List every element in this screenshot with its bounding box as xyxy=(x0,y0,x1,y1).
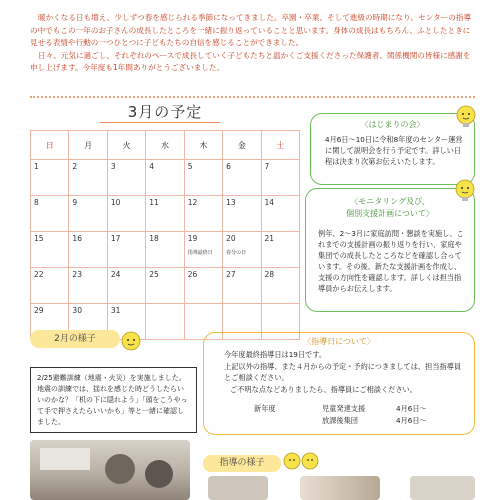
new-year-label: 新年度 xyxy=(254,404,276,413)
dotted-divider xyxy=(30,96,475,98)
last-guidance-day-note: 指導最終日 xyxy=(187,250,213,256)
day-cell: 7 xyxy=(261,160,299,196)
day-cell-19 xyxy=(184,232,222,268)
guidance-days-box xyxy=(203,332,475,435)
feb-heading-ribbon xyxy=(30,330,120,348)
day-cell: 13 xyxy=(223,196,261,232)
day-cell-20 xyxy=(223,232,261,268)
mascot-icon xyxy=(120,330,142,354)
week-row xyxy=(31,232,300,268)
start-meeting-title: 〈はじまりの会〉 xyxy=(360,120,425,129)
day-cell: 15 xyxy=(31,232,69,268)
intro-paragraph-2: 日々、元気に過ごし、それぞれのペースで成長していく子どもたちと温かくご支援くださった保護者、関係機関の皆様に感謝を申し上げます。今年度も1年間ありがとうございました。 xyxy=(30,50,471,73)
weekday-fri: 金 xyxy=(223,131,261,160)
weekday-row xyxy=(31,131,300,160)
day-cell: 6 xyxy=(223,160,261,196)
day-cell: 27 xyxy=(223,268,261,304)
monitoring-title-line1: 〈モニタリング及び、 xyxy=(350,197,430,206)
activity-photo-1 xyxy=(208,476,268,500)
day-cell: 16 xyxy=(69,232,107,268)
day-number: 19 xyxy=(187,234,198,243)
guidance-heading: 指導の様子 xyxy=(219,458,265,468)
day-cell: 28 xyxy=(261,268,299,304)
week-row xyxy=(31,268,300,304)
schedule-date-1: 4月6日～ xyxy=(396,404,427,413)
week-row xyxy=(31,196,300,232)
guidance-line-2: 上記以外の指導、また４月からの予定・予約につきましては、担当指導員とご相談ください。 xyxy=(224,362,462,382)
activity-photo-3 xyxy=(410,476,475,500)
start-meeting-box xyxy=(310,113,475,185)
day-cell: 4 xyxy=(146,160,184,196)
feb-heading: 2月の様子 xyxy=(54,334,96,344)
holiday-note: 春分の日 xyxy=(226,250,247,256)
guidance-line-1: 今年度最終指導日は19日です。 xyxy=(224,350,327,359)
weekday-sun: 日 xyxy=(31,131,69,160)
monitoring-body: 例年、2～3月に家庭訪問・懇談を実施し、これまでの支援計画の振り返りを行い、家庭や集団での成長したところなどを確認し合っています。その後、新たな支援計画を作成し、支援の方向性を確認します。詳しくは担当指導員からお伝えします。 xyxy=(318,229,464,293)
day-cell: 9 xyxy=(69,196,107,232)
day-cell: 5 xyxy=(184,160,222,196)
schedule-label-1: 児童発達支援 xyxy=(322,404,366,413)
intro-text xyxy=(30,12,475,75)
weekday-tue: 火 xyxy=(107,131,145,160)
weekday-thu: 木 xyxy=(184,131,222,160)
day-cell: 18 xyxy=(146,232,184,268)
day-cell: 17 xyxy=(107,232,145,268)
day-cell: 22 xyxy=(31,268,69,304)
weekday-mon: 月 xyxy=(69,131,107,160)
monitoring-box xyxy=(305,188,475,312)
day-cell: 31 xyxy=(107,304,145,340)
day-cell: 14 xyxy=(261,196,299,232)
day-cell: 8 xyxy=(31,196,69,232)
guidance-heading-ribbon xyxy=(203,455,281,472)
day-number: 20 xyxy=(226,234,236,243)
day-cell: 11 xyxy=(146,196,184,232)
schedule-label-2: 放課後集団 xyxy=(322,416,358,425)
schedule-date-2: 4月6日～ xyxy=(396,416,427,425)
feb-report-body: 2/25避難訓練（地震・火災）を実施しました。地震の訓練では、揺れを感じた時どうしたらいいのかな？「机の下に隠れよう」「頭をこうやって手で押さえたらいいかも」等と一緒に確認しました。 xyxy=(37,374,188,426)
activity-photo-2 xyxy=(300,476,380,500)
day-cell: 26 xyxy=(184,268,222,304)
day-cell: 3 xyxy=(107,160,145,196)
day-cell: 23 xyxy=(69,268,107,304)
week-row xyxy=(31,160,300,196)
day-cell: 30 xyxy=(69,304,107,340)
mascot-icon xyxy=(454,178,476,204)
day-cell: 21 xyxy=(261,232,299,268)
calendar-title: 3月の予定 xyxy=(127,103,203,121)
day-cell: 12 xyxy=(184,196,222,232)
day-cell: 25 xyxy=(146,268,184,304)
day-cell: 24 xyxy=(107,268,145,304)
day-cell: 2 xyxy=(69,160,107,196)
start-meeting-body: 4月6日～10日に令和8年度のセンター運営に関して説明会を行う予定です。詳しい日程は決まり次第お伝えいたします。 xyxy=(325,135,463,166)
weekday-sat: 土 xyxy=(261,131,299,160)
march-calendar xyxy=(30,130,300,340)
weekday-wed: 水 xyxy=(146,131,184,160)
intro-paragraph-1: 暖かくなる日も増え、少しずつ春を感じられる季節になってきました。卒園・卒業、そして進級の時期になり、センターの指導の中でもこの一年のお子さんの成長したところを一緒に振り返っていることと思います。身体の成長はもちろん、ふとしたときに見せる表情や行動の一つひとつに子どもたちの自信を感じることができました。 xyxy=(30,13,471,48)
mascot-icon xyxy=(455,104,477,130)
calendar-title-underline xyxy=(100,122,220,123)
mascot-group-icon xyxy=(282,448,322,476)
day-cell xyxy=(146,304,184,340)
day-cell: 29 xyxy=(31,304,69,340)
day-cell: 1 xyxy=(31,160,69,196)
feb-report-box xyxy=(30,367,197,433)
day-cell: 10 xyxy=(107,196,145,232)
guidance-title: 〈指導日について〉 xyxy=(303,337,375,346)
monitoring-title-line2: 個別支援計画について〉 xyxy=(346,209,434,218)
guidance-line-3: ご不明な点などありましたら、指導員にご相談ください。 xyxy=(230,385,417,394)
classroom-photo xyxy=(30,440,190,500)
